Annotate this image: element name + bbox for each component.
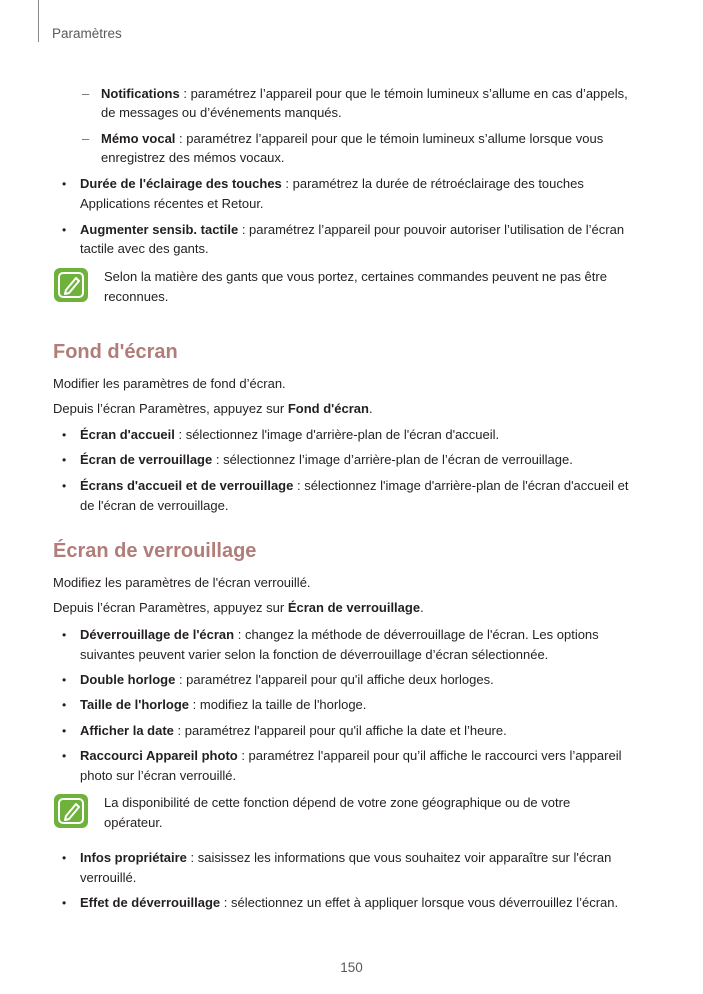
fond-path-prefix: Depuis l’écran Paramètres, appuyez sur	[53, 401, 288, 416]
verrou-path	[53, 598, 424, 617]
fond-item-text: : sélectionnez l'image d'arrière-plan de l'écran d'accueil.	[174, 427, 500, 442]
page-header-title: Paramètres	[52, 26, 122, 41]
verrou-item-double-horloge	[80, 670, 494, 689]
pencil-note-icon	[54, 794, 88, 828]
verrou-item-term: Raccourci Appareil photo	[80, 748, 238, 763]
bullet-marker: •	[62, 673, 67, 687]
bullet-marker: •	[62, 223, 67, 237]
bullet-marker: •	[62, 428, 67, 442]
notifications-term: Notifications	[101, 86, 180, 101]
fond-item-verrouillage	[80, 450, 573, 469]
verrou-description: Modifiez les paramètres de l'écran verrouillé.	[53, 575, 311, 590]
sensib-line-2: tactile avec des gants.	[80, 241, 209, 256]
fond-item-term: Écrans d'accueil et de verrouillage	[80, 478, 294, 493]
fond-description: Modifier les paramètres de fond d’écran.	[53, 376, 286, 391]
verrou-item-infos-line-2: verrouillé.	[80, 870, 137, 885]
verrou-item-text: : sélectionnez un effet à appliquer lorsque vous déverrouillez l’écran.	[220, 895, 619, 910]
section-heading-fond: Fond d'écran	[53, 341, 178, 363]
verrou-item-text: : saisissez les informations que vous souhaitez voir apparaître sur l'écran	[186, 850, 612, 865]
verrou-item-term: Afficher la date	[80, 723, 174, 738]
fond-item-term: Écran d'accueil	[80, 427, 175, 442]
pencil-note-icon	[54, 268, 88, 302]
fond-path-term: Fond d'écran	[287, 401, 369, 416]
memo-text: : paramétrez l’appareil pour que le témoin lumineux s’allume lorsque vous	[175, 131, 604, 146]
verrou-item-text: : paramétrez l'appareil pour qu’il affiche le raccourci vers l’appareil	[237, 748, 622, 763]
verrou-item-taille-horloge	[80, 695, 366, 714]
bullet-marker: •	[62, 479, 67, 493]
eclairage-term: Durée de l'éclairage des touches	[80, 176, 282, 191]
verrou-item-deverrouillage-line-2: suivantes peuvent varier selon la fonction de déverrouillage d’écran sélectionnée.	[80, 647, 549, 662]
verrou-item-text: : changez la méthode de déverrouillage de l'écran. Les options	[234, 627, 599, 642]
verrou-item-text: : paramétrez l'appareil pour qu'il affiche la date et l’heure.	[173, 723, 507, 738]
memo-term: Mémo vocal	[101, 131, 176, 146]
fond-item-both-line-2: de l'écran de verrouillage.	[80, 498, 229, 513]
bullet-marker: •	[62, 896, 67, 910]
notifications-line-2: de messages ou d’événements manqués.	[101, 105, 342, 120]
note-gloves-line-2: reconnues.	[104, 289, 169, 304]
fond-item-both-line-1	[80, 476, 628, 495]
sensib-line-1	[80, 220, 624, 239]
header-rule	[38, 0, 39, 42]
bullet-marker: •	[62, 453, 67, 467]
notifications-line-1	[101, 84, 628, 103]
fond-path-suffix: .	[368, 401, 373, 416]
fond-path	[53, 399, 373, 418]
note-region-line-2: opérateur.	[104, 815, 163, 830]
verrou-item-raccourci-line-1	[80, 746, 621, 765]
memo-line-1	[101, 129, 603, 148]
verrou-item-term: Taille de l'horloge	[80, 697, 190, 712]
eclairage-text: : paramétrez la durée de rétroéclairage des touches	[281, 176, 584, 191]
fond-item-text: : sélectionnez l'image d'arrière-plan de l'écran d'accueil et	[293, 478, 629, 493]
verrou-item-text: : modifiez la taille de l'horloge.	[189, 697, 367, 712]
verrou-item-text: : paramétrez l'appareil pour qu'il affiche deux horloges.	[175, 672, 494, 687]
bullet-marker: •	[62, 628, 67, 642]
verrou-path-suffix: .	[420, 600, 424, 615]
note-region-line-1: La disponibilité de cette fonction dépend de votre zone géographique ou de votre	[104, 795, 571, 810]
verrou-item-raccourci-line-2: photo sur l’écran verrouillé.	[80, 768, 237, 783]
dash-marker: –	[82, 131, 90, 146]
note-gloves-line-1: Selon la matière des gants que vous portez, certaines commandes peuvent ne pas être	[104, 269, 607, 284]
verrou-item-deverrouillage-line-1	[80, 625, 599, 644]
page-number: 150	[340, 960, 363, 975]
dash-marker: –	[82, 86, 90, 101]
verrou-item-term: Double horloge	[80, 672, 176, 687]
verrou-item-effet	[80, 893, 618, 912]
bullet-marker: •	[62, 177, 67, 191]
verrou-item-afficher-date	[80, 721, 507, 740]
fond-item-text: : sélectionnez l’image d’arrière-plan de l’écran de verrouillage.	[212, 452, 573, 467]
verrou-item-term: Infos propriétaire	[80, 850, 187, 865]
fond-item-accueil	[80, 425, 499, 444]
sensib-term: Augmenter sensib. tactile	[80, 222, 239, 237]
verrou-item-term: Déverrouillage de l'écran	[80, 627, 235, 642]
bullet-marker: •	[62, 724, 67, 738]
verrou-path-prefix: Depuis l’écran Paramètres, appuyez sur	[53, 600, 288, 615]
eclairage-line-2: Applications récentes et Retour.	[80, 196, 264, 211]
notifications-text: : paramétrez l’appareil pour que le témoin lumineux s’allume en cas d’appels,	[179, 86, 628, 101]
fond-item-term: Écran de verrouillage	[80, 452, 213, 467]
verrou-path-term: Écran de verrouillage	[287, 600, 421, 615]
bullet-marker: •	[62, 851, 67, 865]
verrou-item-term: Effet de déverrouillage	[80, 895, 221, 910]
sensib-text: : paramétrez l’appareil pour pouvoir autoriser l’utilisation de l’écran	[238, 222, 625, 237]
section-heading-verrouillage: Écran de verrouillage	[53, 540, 257, 562]
memo-line-2: enregistrez des mémos vocaux.	[101, 150, 285, 165]
bullet-marker: •	[62, 749, 67, 763]
eclairage-line-1	[80, 174, 584, 193]
bullet-marker: •	[62, 698, 67, 712]
verrou-item-infos-line-1	[80, 848, 611, 867]
